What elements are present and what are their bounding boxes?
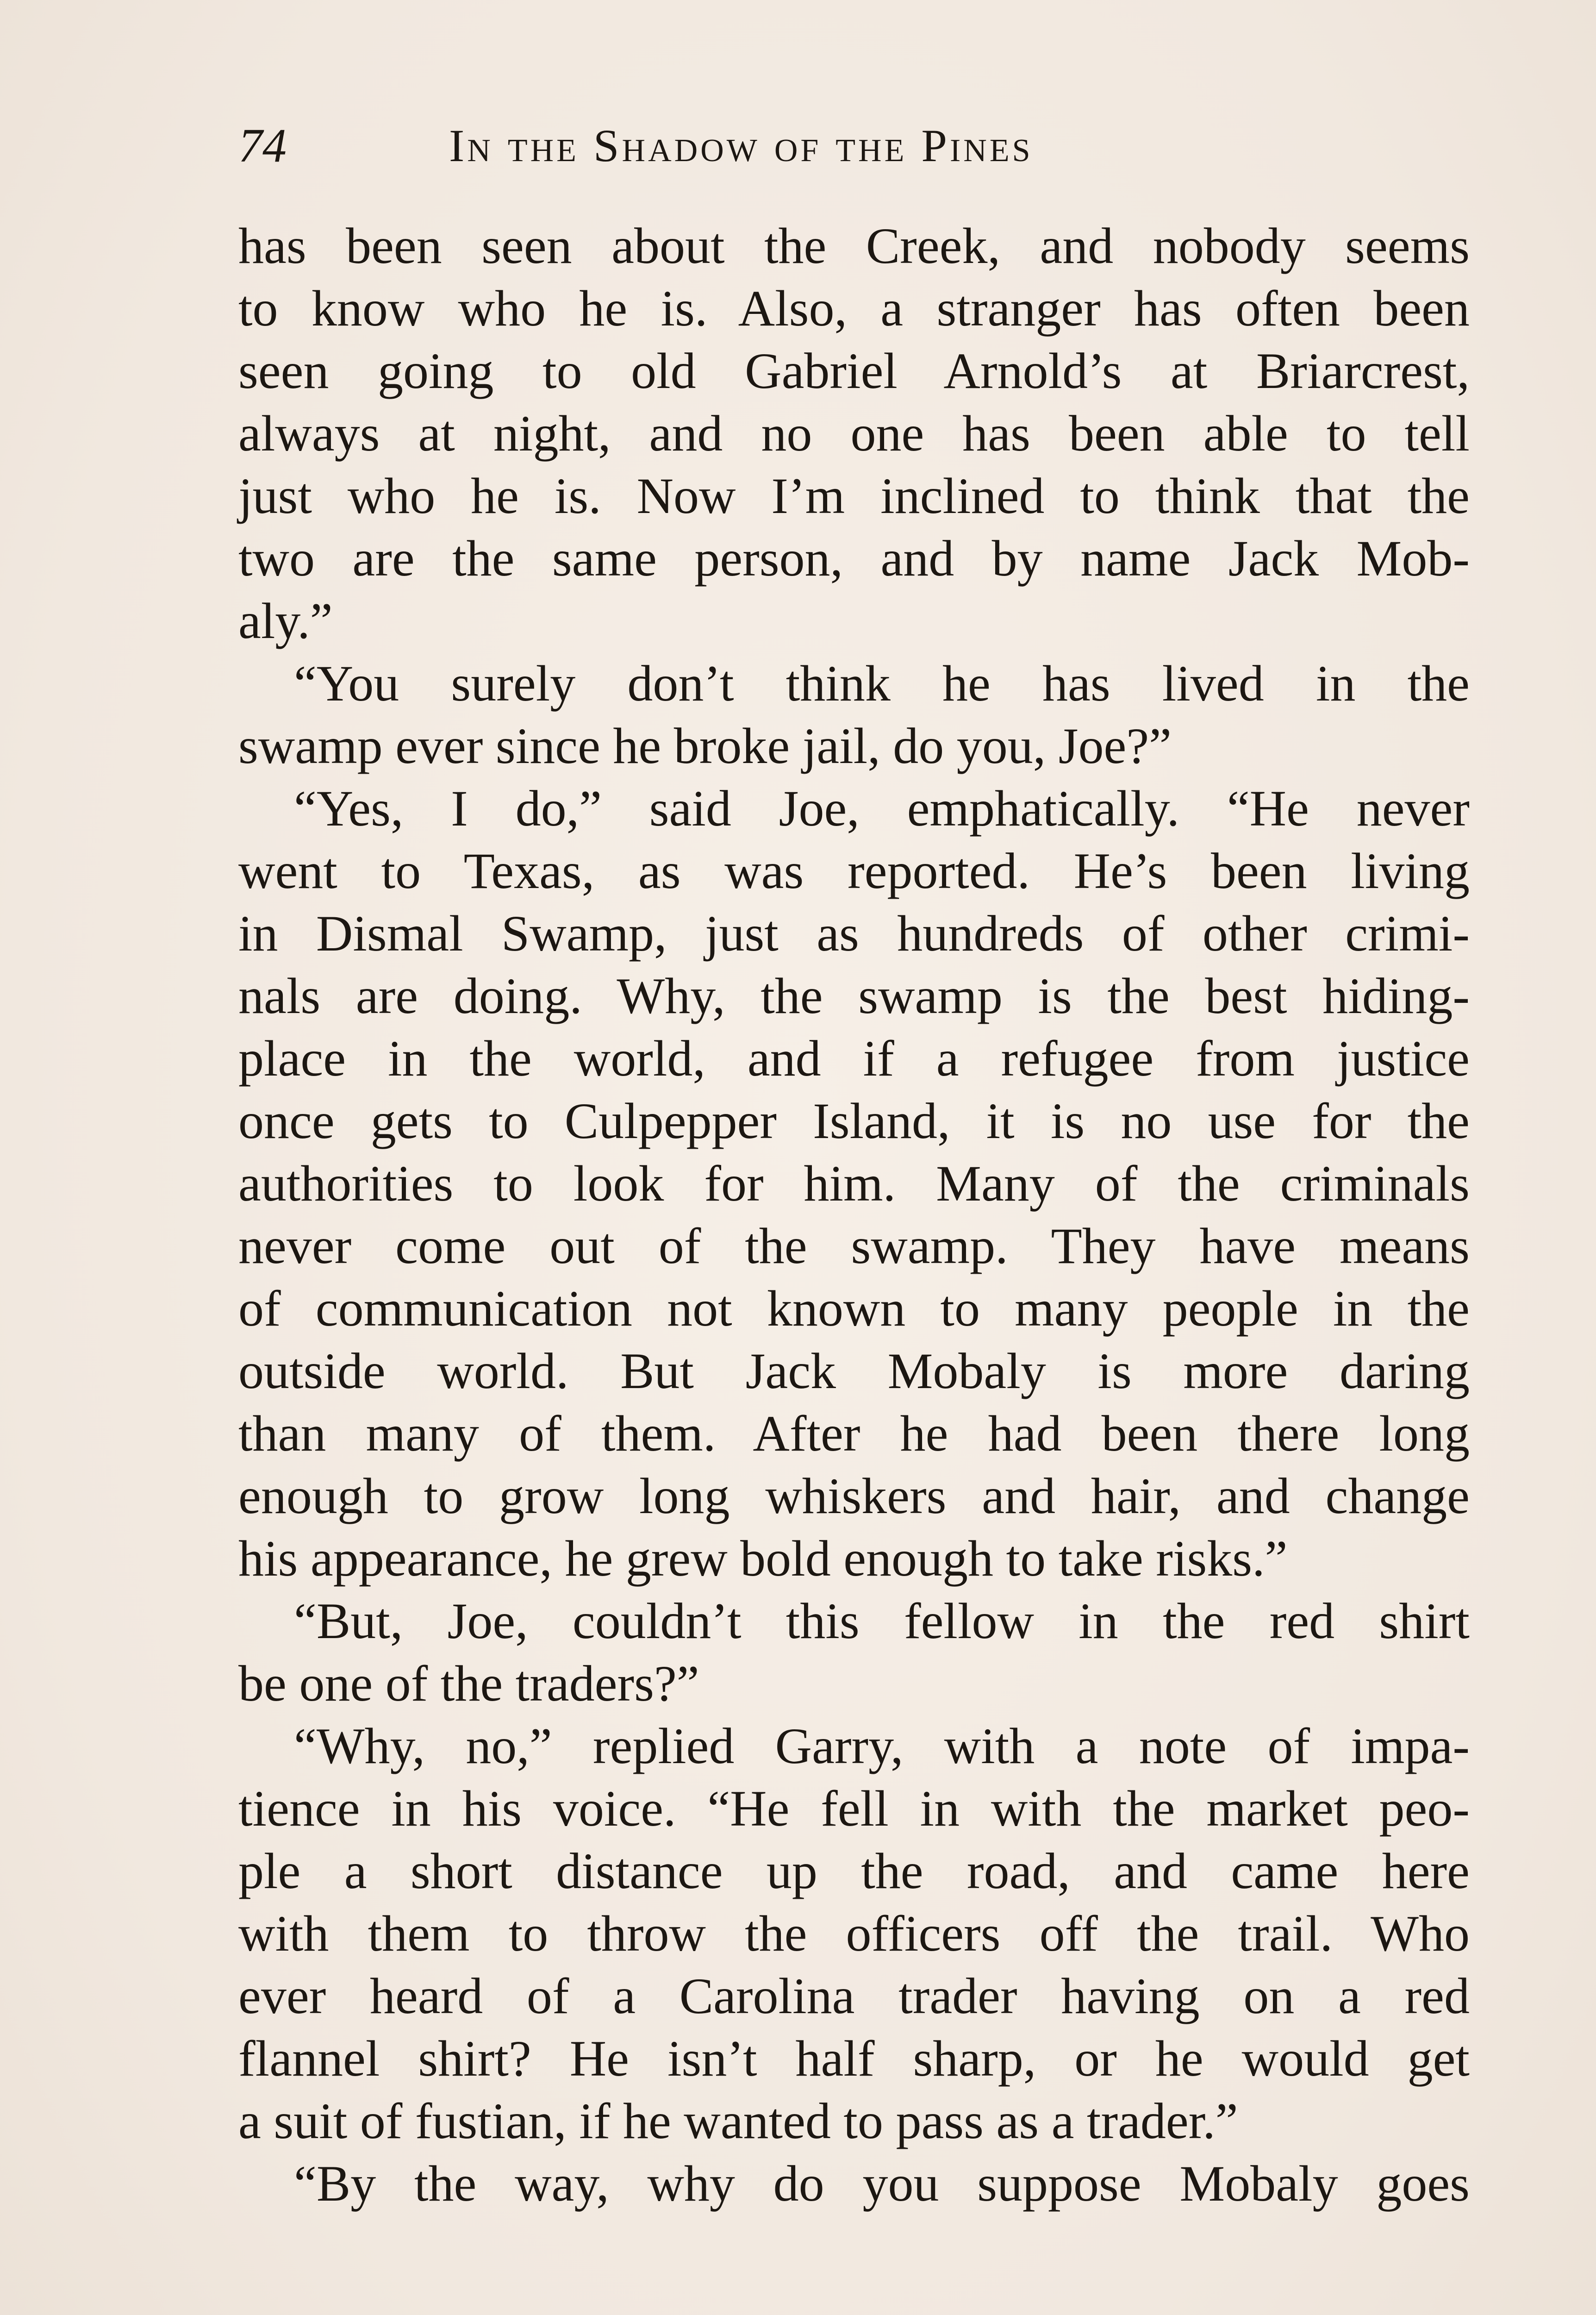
body-text — [238, 215, 1470, 2215]
text-line: with them to throw the officers off the trail. Who — [238, 1905, 1470, 1962]
text-line: two are the same person, and by name Jack Mob- — [238, 530, 1470, 587]
text-line: his appearance, he grew bold enough to take risks.” — [238, 1530, 1288, 1587]
text-line: “By the way, why do you suppose Mobaly goes — [294, 2155, 1470, 2212]
text-line: than many of them. After he had been there long — [238, 1405, 1470, 1462]
text-line: nals are doing. Why, the swamp is the best hiding- — [238, 968, 1470, 1024]
text-line: of communication not known to many people in the — [238, 1280, 1470, 1337]
text-line: in Dismal Swamp, just as hundreds of other crimi- — [238, 905, 1470, 962]
text-line: “Yes, I do,” said Joe, emphatically. “He never — [294, 780, 1470, 837]
text-line: “But, Joe, couldn’t this fellow in the red shirt — [294, 1593, 1470, 1649]
text-line: enough to grow long whiskers and hair, and change — [238, 1468, 1470, 1524]
text-line: always at night, and no one has been able to tell — [238, 405, 1470, 462]
text-line: went to Texas, as was reported. He’s been living — [238, 843, 1470, 899]
text-line: authorities to look for him. Many of the criminals — [238, 1155, 1470, 1212]
text-line: “Why, no,” replied Garry, with a note of impa- — [294, 1718, 1470, 1774]
text-line: “You surely don’t think he has lived in the — [294, 655, 1470, 712]
text-line: ever heard of a Carolina trader having on a red — [238, 1968, 1470, 2024]
text-line: place in the world, and if a refugee from justice — [238, 1030, 1470, 1087]
running-head — [238, 111, 1264, 181]
text-line: seen going to old Gabriel Arnold’s at Briarcrest, — [238, 343, 1470, 399]
text-line: outside world. But Jack Mobaly is more daring — [238, 1343, 1470, 1399]
text-line: aly.” — [238, 593, 333, 649]
text-line: never come out of the swamp. They have means — [238, 1218, 1470, 1274]
book-title: In the Shadow of the Pines — [449, 120, 1033, 171]
text-line: a suit of fustian, if he wanted to pass as a trader.” — [238, 2093, 1238, 2149]
text-line: tience in his voice. “He fell in with the market peo- — [238, 1780, 1470, 1837]
page-number: 74 — [238, 119, 287, 172]
text-line: to know who he is. Also, a stranger has often been — [238, 280, 1470, 337]
text-line: just who he is. Now I’m inclined to think that the — [238, 468, 1470, 524]
text-line: be one of the traders?” — [238, 1655, 699, 1712]
text-line: ple a short distance up the road, and came here — [238, 1843, 1470, 1899]
text-line: swamp ever since he broke jail, do you, Joe?” — [238, 718, 1172, 774]
text-line: has been seen about the Creek, and nobody seems — [238, 218, 1470, 274]
text-line: flannel shirt? He isn’t half sharp, or he would get — [238, 2030, 1470, 2087]
text-line: once gets to Culpepper Island, it is no use for the — [238, 1093, 1470, 1149]
